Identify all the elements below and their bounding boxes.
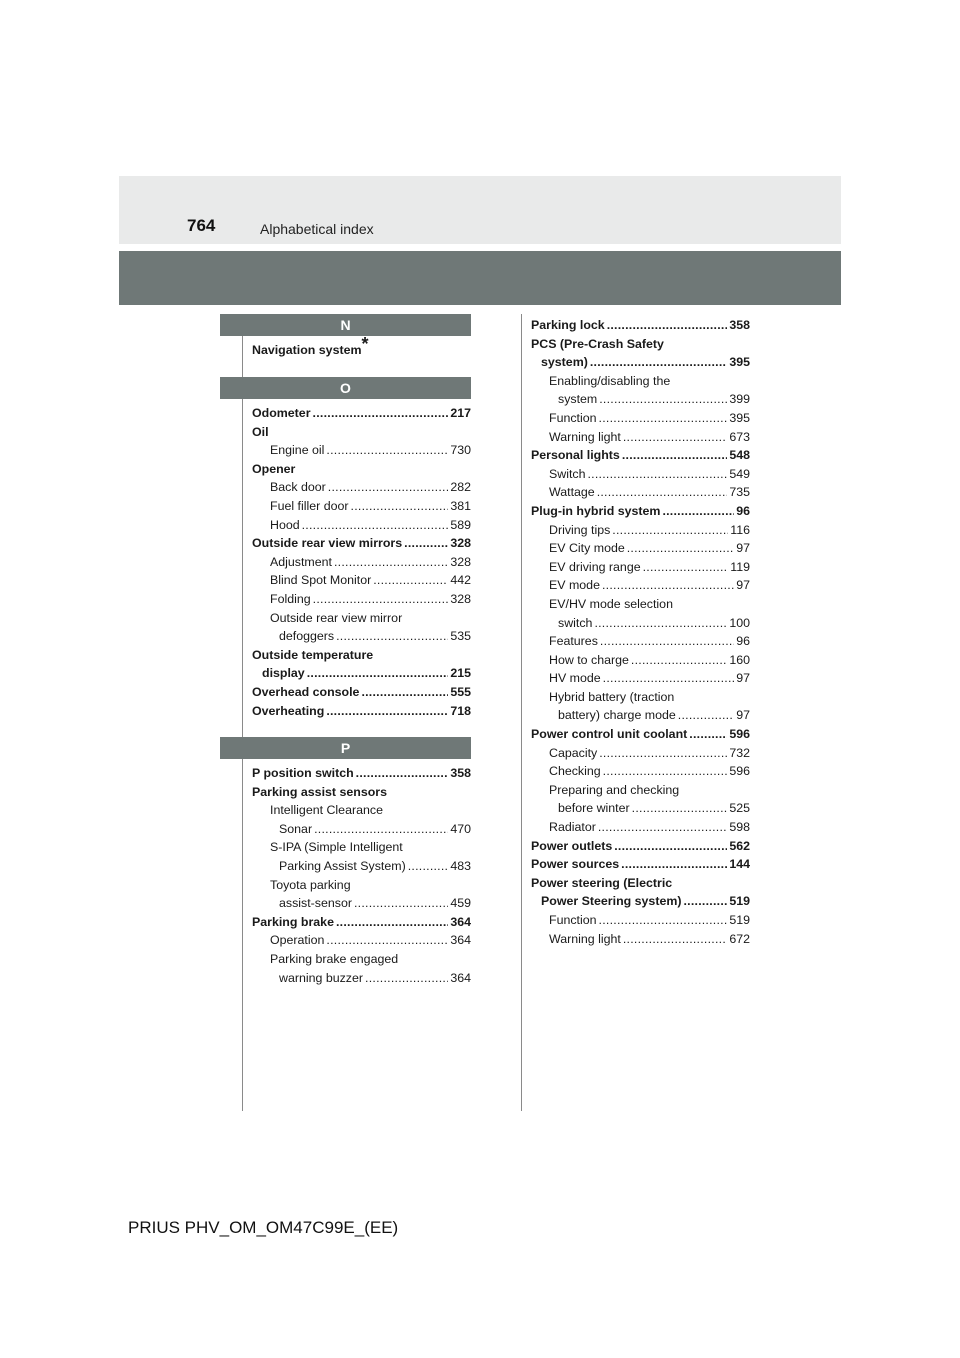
index-subentry — [531, 390, 750, 409]
index-section-o — [252, 377, 471, 720]
index-entry — [531, 725, 750, 744]
index-subentry — [252, 876, 471, 895]
entry-page-number: 395 — [729, 355, 750, 370]
entry-text: Toyota parking — [270, 877, 351, 892]
entry-text: Hood — [270, 517, 300, 532]
index-subentry — [252, 894, 471, 913]
dot-leader — [588, 465, 728, 484]
dot-leader — [356, 764, 449, 783]
index-entry — [252, 423, 471, 442]
entry-text: switch — [558, 615, 593, 630]
index-entry — [252, 702, 471, 721]
entry-text: Warning light — [549, 429, 621, 444]
entry-page-number: 598 — [729, 820, 750, 835]
entry-text: Back door — [270, 480, 326, 495]
dot-leader — [600, 632, 734, 651]
dot-leader — [599, 744, 727, 763]
entry-text: EV City mode — [549, 541, 625, 556]
index-subentry — [531, 930, 750, 949]
entry-page-number: 562 — [729, 838, 750, 853]
index-subentry — [531, 595, 750, 614]
index-subentry — [531, 706, 750, 725]
dot-leader — [598, 818, 727, 837]
entry-page-number: 735 — [729, 485, 750, 500]
dot-leader — [678, 706, 734, 725]
entry-text: Intelligent Clearance — [270, 803, 383, 818]
index-entry — [252, 783, 471, 802]
entry-page-number: 470 — [450, 821, 471, 836]
index-entry — [252, 913, 471, 932]
entry-page-number: 381 — [450, 498, 471, 513]
index-subentry — [531, 409, 750, 428]
entry-text: EV mode — [549, 578, 600, 593]
entry-page-number: 96 — [736, 503, 750, 518]
dot-leader — [643, 558, 729, 577]
dot-leader — [614, 837, 727, 856]
index-entry — [252, 646, 471, 665]
dot-leader — [662, 502, 734, 521]
index-subentry — [531, 781, 750, 800]
index-subentry — [252, 590, 471, 609]
entry-page-number: 442 — [450, 573, 471, 588]
entry-page-number: 100 — [729, 615, 750, 630]
entry-text: Adjustment — [270, 554, 332, 569]
entry-page-number: 97 — [736, 578, 750, 593]
entry-text: Odometer — [252, 406, 311, 420]
index-subentry — [531, 521, 750, 540]
dot-leader — [336, 913, 448, 932]
entry-page-number: 160 — [729, 652, 750, 667]
entry-text: HV mode — [549, 671, 601, 686]
column-rule-left — [242, 336, 243, 1111]
dot-leader — [631, 651, 727, 670]
entry-text: defoggers — [279, 629, 335, 644]
index-subentry — [531, 818, 750, 837]
entry-page-number: 97 — [736, 671, 750, 686]
dot-leader — [622, 446, 727, 465]
dot-leader — [623, 428, 727, 447]
dot-leader — [683, 892, 727, 911]
dot-leader — [314, 820, 448, 839]
entry-page-number: 596 — [729, 727, 750, 742]
index-subentry — [531, 744, 750, 763]
dot-leader — [307, 664, 449, 683]
entry-text: Plug-in hybrid system — [531, 503, 661, 518]
entry-text: Warning light — [549, 931, 621, 946]
entry-page-number: 730 — [450, 443, 471, 458]
index-subentry — [531, 558, 750, 577]
column-rule-right — [521, 314, 522, 1111]
entry-page-number: 549 — [729, 466, 750, 481]
entry-text: Wattage — [549, 485, 595, 500]
entry-text: Parking assist sensors — [252, 784, 387, 799]
entry-text: Power control unit coolant — [531, 727, 688, 742]
dot-leader — [632, 799, 728, 818]
entry-page-number: 328 — [450, 536, 471, 551]
index-section-n — [252, 314, 471, 360]
entry-text: display — [262, 666, 305, 681]
letter-header-o: O — [220, 377, 471, 399]
entry-page-number: 215 — [450, 666, 471, 681]
entry-text: S-IPA (Simple Intelligent — [270, 840, 403, 855]
entry-page-number: 364 — [450, 933, 471, 948]
section-entries-p — [252, 759, 471, 987]
index-subentry — [531, 762, 750, 781]
entry-text: Outside rear view mirrors — [252, 536, 403, 551]
dot-leader — [599, 390, 727, 409]
index-subentry — [531, 576, 750, 595]
index-subentry — [252, 838, 471, 857]
index-subentry — [531, 911, 750, 930]
entry-text: Capacity — [549, 745, 598, 760]
entry-text: assist-sensor — [279, 896, 352, 911]
index-entry — [252, 664, 471, 683]
entry-text: Parking Assist System) — [279, 858, 406, 873]
entry-text: EV/HV mode selection — [549, 596, 673, 611]
entry-text: Power outlets — [531, 838, 613, 853]
dot-leader — [361, 683, 448, 702]
index-subentry — [252, 441, 471, 460]
dot-leader — [313, 404, 449, 423]
entry-text: before winter — [558, 801, 630, 816]
entry-page-number: 395 — [729, 410, 750, 425]
entry-text: Power steering (Electric — [531, 875, 673, 890]
entry-text: Function — [549, 913, 597, 927]
dot-leader — [313, 590, 449, 609]
index-entry — [252, 460, 471, 479]
entry-page-number: 358 — [729, 318, 750, 332]
entry-text: Radiator — [549, 820, 596, 835]
entry-page-number: 328 — [450, 554, 471, 569]
entry-page-number: 217 — [450, 406, 471, 420]
entry-text: How to charge — [549, 652, 629, 667]
entry-text: Fuel filler door — [270, 498, 349, 513]
entry-text: Preparing and checking — [549, 782, 680, 797]
entry-page-number: 364 — [450, 970, 471, 985]
entry-page-number: 483 — [450, 858, 471, 873]
entry-text: Features — [549, 634, 598, 649]
entry-page-number: 459 — [450, 896, 471, 911]
index-subentry — [252, 553, 471, 572]
entry-page-number: 97 — [736, 541, 750, 556]
index-subentry — [252, 801, 471, 820]
index-entry — [531, 837, 750, 856]
entry-text: Opener — [252, 461, 296, 476]
dot-leader — [334, 553, 448, 572]
entry-text: P position switch — [252, 766, 354, 780]
dot-leader — [336, 627, 448, 646]
section-entries-o — [252, 399, 471, 720]
entry-page-number: 399 — [729, 392, 750, 407]
index-subentry — [252, 516, 471, 535]
dot-leader — [603, 762, 728, 781]
entry-text: battery) charge mode — [558, 708, 676, 723]
entry-page-number: 519 — [729, 913, 750, 927]
entry-page-number: 97 — [736, 708, 750, 723]
index-subentry — [531, 651, 750, 670]
index-subentry — [252, 857, 471, 876]
index-subentry — [531, 614, 750, 633]
entry-page-number: 364 — [450, 914, 471, 929]
entry-text: Function — [549, 410, 597, 425]
index-subentry — [531, 799, 750, 818]
entry-page-number: 519 — [729, 894, 750, 909]
entry-text: Operation — [270, 933, 325, 948]
index-entry — [531, 892, 750, 911]
index-subentry — [252, 627, 471, 646]
entry-text: Sonar — [279, 821, 313, 836]
header-bar — [119, 251, 841, 305]
dot-leader — [599, 911, 728, 930]
dot-leader — [365, 969, 448, 988]
index-subentry — [531, 669, 750, 688]
index-section-p — [252, 737, 471, 987]
entry-text: Power Steering system) — [541, 894, 682, 909]
dot-leader — [326, 702, 448, 721]
index-entry — [531, 502, 750, 521]
entry-text: Engine oil — [270, 443, 325, 458]
entry-text: Parking brake engaged — [270, 951, 399, 966]
entry-text: PCS (Pre-Crash Safety — [531, 336, 664, 351]
entry-page-number: 328 — [450, 591, 471, 606]
index-entry — [252, 534, 471, 553]
entry-text: Folding — [270, 591, 311, 606]
entry-page-number: 672 — [729, 931, 750, 946]
page-number: 764 — [187, 216, 216, 235]
index-subentry — [252, 969, 471, 988]
entry-page-number: 358 — [450, 766, 471, 780]
index-subentry — [531, 539, 750, 558]
index-subentry — [252, 931, 471, 950]
entry-text: Switch — [549, 466, 586, 481]
dot-leader — [594, 614, 727, 633]
letter-header-n: N — [220, 314, 471, 336]
entry-page-number: 548 — [729, 448, 750, 463]
index-subentry — [252, 571, 471, 590]
index-subentry — [252, 497, 471, 516]
index-entry — [252, 764, 471, 783]
index-column-right — [531, 313, 750, 948]
dot-leader — [408, 857, 449, 876]
footer-doc-code: PRIUS PHV_OM_OM47C99E_(EE) — [128, 1218, 399, 1237]
index-entry — [531, 855, 750, 874]
entry-text: Oil — [252, 424, 269, 439]
entry-text: Navigation system* — [252, 334, 369, 357]
page-title: Alphabetical index — [260, 221, 374, 237]
dot-leader — [373, 571, 448, 590]
entry-text: Overhead console — [252, 684, 360, 699]
entry-text: Blind Spot Monitor — [270, 573, 372, 588]
header-band — [119, 176, 841, 244]
index-subentry — [531, 632, 750, 651]
dot-leader — [328, 478, 449, 497]
asterisk-note: * — [361, 334, 369, 354]
index-subentry — [531, 372, 750, 391]
entry-text: EV driving range — [549, 559, 641, 574]
entry-text: Parking brake — [252, 914, 334, 929]
dot-leader — [621, 855, 727, 874]
entry-text: Checking — [549, 764, 601, 779]
dot-leader — [404, 534, 448, 553]
entry-page-number: 555 — [450, 684, 471, 699]
dot-leader — [351, 497, 449, 516]
dot-leader — [354, 894, 448, 913]
entry-text: Overheating — [252, 703, 325, 718]
entry-text: Outside temperature — [252, 647, 374, 662]
entry-text: Personal lights — [531, 448, 620, 463]
dot-leader — [627, 539, 734, 558]
dot-leader — [326, 931, 448, 950]
index-subentry — [531, 465, 750, 484]
dot-leader — [602, 576, 734, 595]
entry-text: Parking lock — [531, 318, 605, 332]
index-subentry — [252, 820, 471, 839]
entry-page-number: 119 — [730, 559, 750, 574]
entry-page-number: 596 — [729, 764, 750, 779]
letter-header-p: P — [220, 737, 471, 759]
entry-page-number: 673 — [729, 429, 750, 444]
index-subentry — [531, 483, 750, 502]
index-entry — [531, 874, 750, 893]
index-subentry — [531, 688, 750, 707]
entry-text: system) — [541, 355, 588, 370]
index-entry — [531, 316, 750, 335]
dot-leader — [603, 669, 735, 688]
entry-page-number: 96 — [736, 634, 750, 649]
dot-leader — [597, 483, 728, 502]
entry-text: Power sources — [531, 857, 620, 872]
entry-page-number: 535 — [450, 629, 471, 644]
entry-text: system — [558, 392, 598, 407]
entry-page-number: 116 — [730, 522, 750, 537]
index-subentry — [252, 950, 471, 969]
dot-leader — [689, 725, 727, 744]
entry-text: Hybrid battery (traction — [549, 689, 675, 704]
entry-page-number: 525 — [729, 801, 750, 816]
dot-leader — [623, 930, 727, 949]
entry-text: warning buzzer — [279, 970, 364, 985]
entry-page-number: 144 — [729, 857, 750, 872]
dot-leader — [599, 409, 728, 428]
index-subentry — [531, 428, 750, 447]
entry-page-number: 282 — [450, 480, 471, 495]
index-entry — [531, 446, 750, 465]
entry-page-number: 732 — [729, 745, 750, 760]
entry-text: Outside rear view mirror — [270, 610, 403, 625]
dot-leader — [302, 516, 449, 535]
index-entry — [252, 334, 471, 360]
dot-leader — [607, 316, 728, 335]
index-entry — [531, 353, 750, 372]
dot-leader — [590, 353, 727, 372]
entry-text: Enabling/disabling the — [549, 373, 671, 388]
section-entries-n — [252, 336, 471, 360]
index-entry — [531, 335, 750, 354]
right-column-entries — [531, 313, 750, 948]
entry-page-number: 718 — [450, 703, 471, 718]
entry-page-number: 589 — [450, 517, 471, 532]
entry-text: Driving tips — [549, 522, 611, 537]
index-entry — [252, 683, 471, 702]
dot-leader — [326, 441, 448, 460]
index-entry — [252, 404, 471, 423]
dot-leader — [612, 521, 728, 540]
index-subentry — [252, 609, 471, 628]
index-subentry — [252, 478, 471, 497]
